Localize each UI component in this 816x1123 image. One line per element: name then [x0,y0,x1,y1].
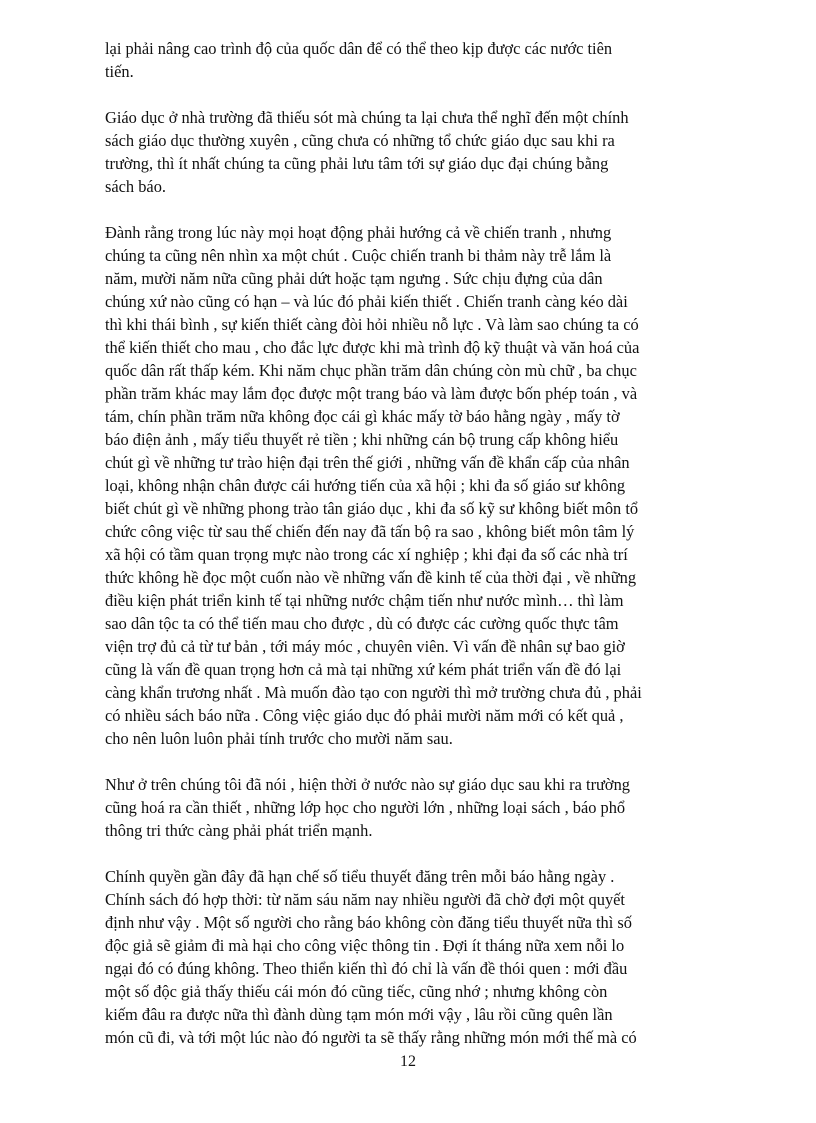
paragraph-2: Giáo dục ở nhà trường đã thiếu sót mà chúng ta lại chưa thể nghĩ đến một chính sách giáo dục thường xuyên , cũng chưa có những tổ chức giáo dục sau khi ra trường, thì ít nhất chúng ta cũng phải lưu tâm tới sự giáo dục đại chúng bằng sách báo. [105,108,629,196]
page-number: 12 [400,1053,416,1070]
paragraph-3: Đành rằng trong lúc này mọi hoạt động phải hướng cả về chiến tranh , nhưng chúng ta cũng nên nhìn xa một chút . Cuộc chiến tranh bi thảm này trễ lắm là năm, mười năm nữa cũng phải dứt hoặc tạm ngưng . Sức chịu đựng của dân chúng xứ nào cũng có hạn – và lúc đó phải kiến thiết . Chiến tranh càng kéo dài thì khi thái bình , sự kiến thiết càng đòi hỏi nhiều nỗ lực . Và làm sao chúng ta có thể kiến thiết cho mau , cho đắc lực được khi mà trình độ kỹ thuật và văn hoá của quốc dân rất thấp kém. Khi năm chục phần trăm dân chúng còn mù chữ , ba chục phần trăm khác may lắm đọc được một trang báo và làm được bốn phép toán , và tám, chín phần trăm nữa không đọc cái gì khác mấy tờ báo hằng ngày , mấy tờ báo điện ảnh , mấy tiểu thuyết rẻ tiền ; khi những cán bộ trung cấp không hiểu chút gì về những tư trào hiện đại trên thế giới , những vấn đề khẩn cấp của nhân loại, không nhận chân được cái hướng tiến của xã hội ; khi đa số giáo sư không biết chút gì về những phong trào tân giáo dục , khi đa số kỹ sư không biết môn tổ chức công việc từ sau thế chiến đến nay đã tấn bộ ra sao , không biết môn tâm lý xã hội có tầm quan trọng mực nào trong các xí nghiệp ; khi đại đa số các nhà trí thức không hề đọc một cuốn nào về những vấn đề kinh tế của thời đại , về những điều kiện phát triển kinh tế tại những nước chậm tiến như nước mình… thì làm sao dân tộc ta có thể tiến mau cho được , dù có được các cường quốc thực tâm viện trợ đủ cả từ tư bản , tới máy móc , chuyên viên. Vì vấn đề nhân sự bao giờ cũng là vấn đề quan trọng hơn cả mà tại những xứ kém phát triển vấn đề đó lại càng khẩn trương nhất . Mà muốn đào tạo con người thì mở trường chưa đủ , phải có nhiều sách báo nữa . Công việc giáo dục đó phải mười năm mới có kết quả , cho nên luôn luôn phải tính trước cho mười năm sau. [105,223,642,748]
paragraph-1: lại phải nâng cao trình độ của quốc dân để có thể theo kịp được các nước tiên tiến. [105,39,613,81]
paragraph-4: Như ở trên chúng tôi đã nói , hiện thời ở nước nào sự giáo dục sau khi ra trường cũng hoá ra cần thiết , những lớp học cho người lớn , những loại sách , báo phổ thông tri thức càng phải phát triển mạnh. [105,775,630,840]
body-text [105,37,717,1072]
paragraph-5: Chính quyền gần đây đã hạn chế số tiểu thuyết đăng trên mỗi báo hằng ngày . Chính sách đó hợp thời: từ năm sáu năm nay nhiều người đã chờ đợi một quyết định như vậy . Một số người cho rằng báo không còn đăng tiểu thuyết nữa thì số độc giả sẽ giảm đi mà hại cho công việc thông tin . Đợi ít tháng nữa xem nỗi lo ngại đó có đúng không. Theo thiển kiến thì đó chỉ là vấn đề thói quen : mới đầu một số độc giả thấy thiếu cái món đó cũng tiếc, cũng nhớ ; nhưng không còn kiếm đâu ra được nữa thì đành dùng tạm món mới vậy , lâu rồi cũng quên lần món cũ đi, và tới một lúc nào đó người ta sẽ thấy rằng những món mới thế mà có [105,867,637,1047]
